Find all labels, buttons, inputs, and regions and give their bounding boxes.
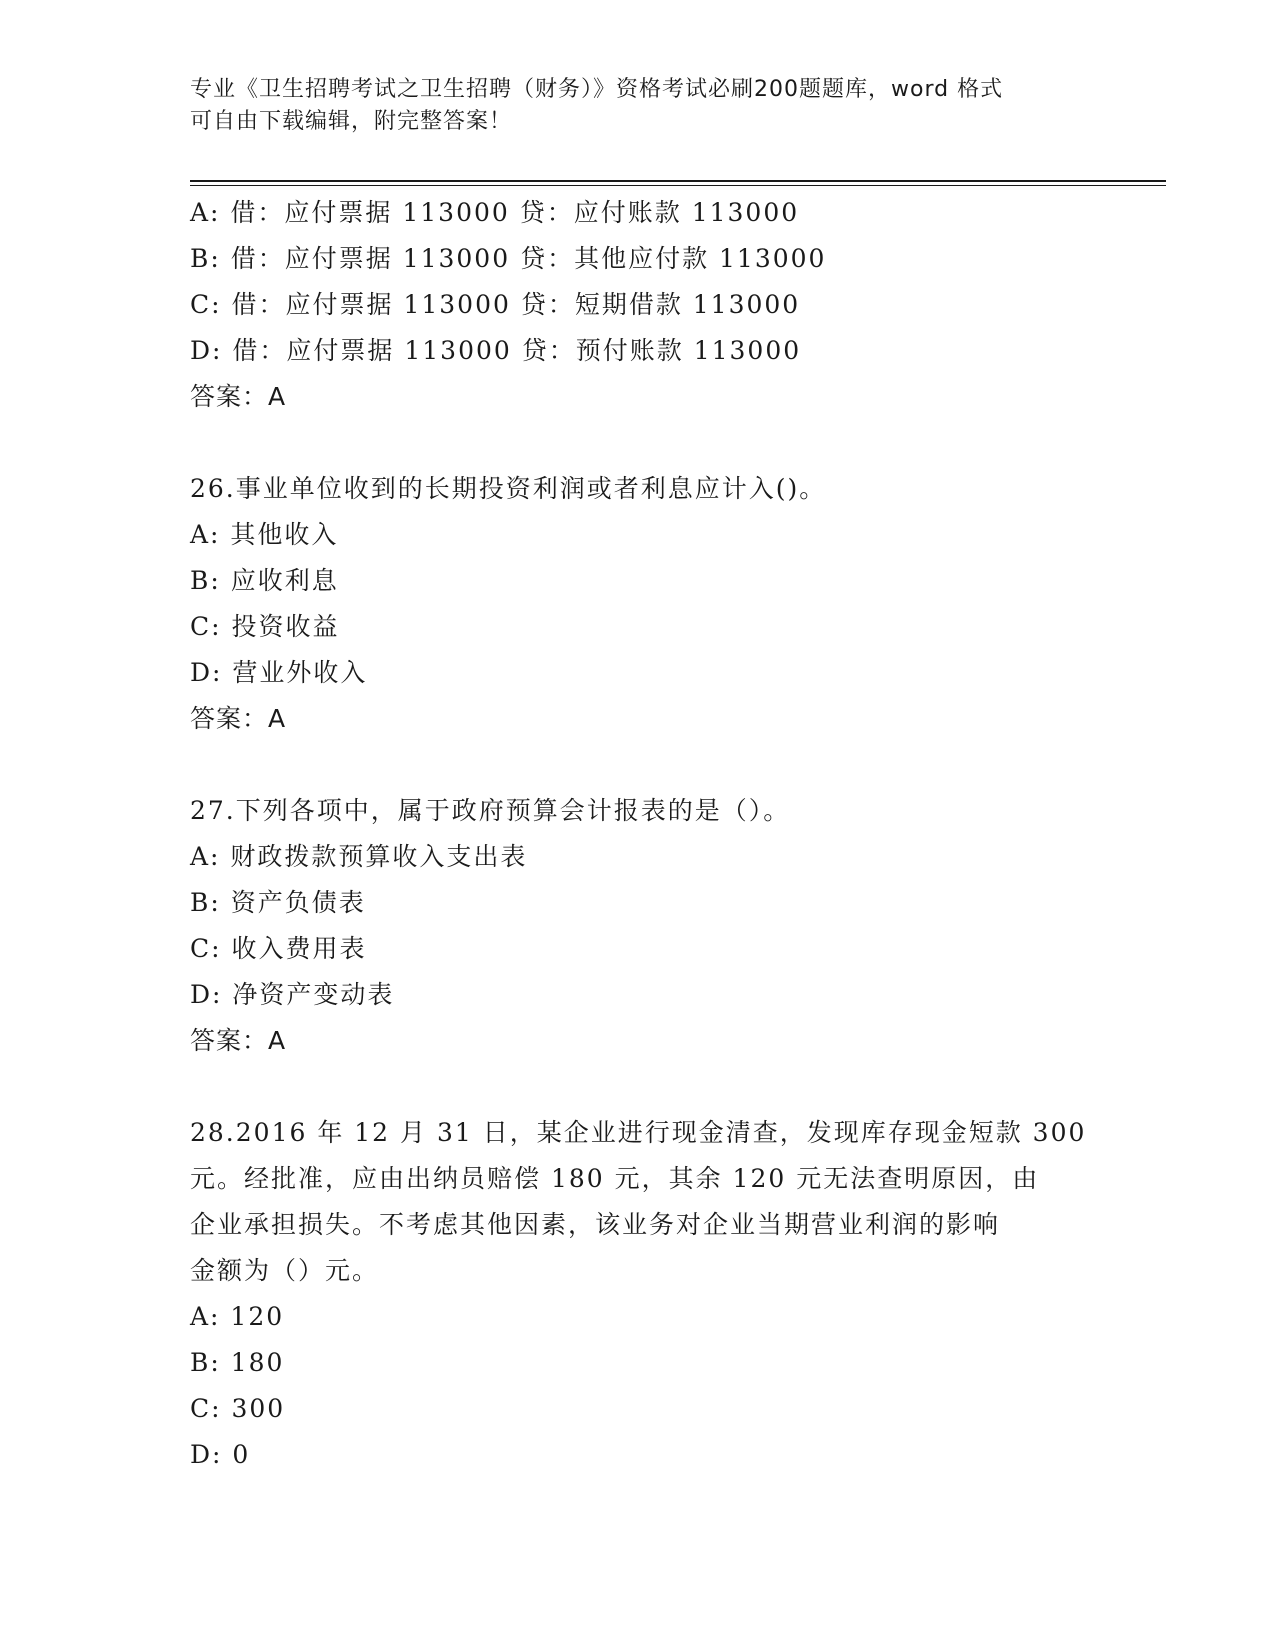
answer: 答案：A xyxy=(190,1026,287,1055)
option-c: C: 借：应付票据 113000 贷：短期借款 113000 xyxy=(190,290,801,319)
question-28 xyxy=(190,1110,1090,1478)
question-stem: 27.下列各项中，属于政府预算会计报表的是（）。 xyxy=(190,796,791,825)
question-stem: 26.事业单位收到的长期投资利润或者利息应计入()。 xyxy=(190,474,827,503)
option-c: C: 300 xyxy=(190,1394,286,1423)
header-title-line-2: 可自由下载编辑，附完整答案！ xyxy=(190,109,513,134)
spacer xyxy=(190,742,1090,788)
option-a: A: 其他收入 xyxy=(190,520,339,549)
question-26 xyxy=(190,466,1090,742)
option-d: D: 借：应付票据 113000 贷：预付账款 113000 xyxy=(190,336,802,365)
option-c: C: 收入费用表 xyxy=(190,934,367,963)
option-c: C: 投资收益 xyxy=(190,612,340,641)
header-divider-thin xyxy=(190,185,1166,186)
option-b: B: 资产负债表 xyxy=(190,888,366,917)
answer: 答案：A xyxy=(190,704,287,733)
option-a: A: 财政拨款预算收入支出表 xyxy=(190,842,528,871)
question-stem-line-1: 28.2016 年 12 月 31 日，某企业进行现金清查，发现库存现金短款 300 xyxy=(190,1118,1087,1147)
question-list xyxy=(190,190,1090,1478)
question-27 xyxy=(190,788,1090,1064)
option-b: B: 应收利息 xyxy=(190,566,339,595)
option-a: A: 120 xyxy=(190,1302,285,1331)
header-divider-thick xyxy=(190,180,1166,182)
question-stem-line-2: 元。经批准，应由出纳员赔偿 180 元，其余 120 元无法查明原因，由 xyxy=(190,1164,1040,1193)
question-stem-line-4: 金额为（）元。 xyxy=(190,1256,380,1285)
answer: 答案：A xyxy=(190,382,287,411)
spacer xyxy=(190,1064,1090,1110)
option-b: B: 借：应付票据 113000 贷：其他应付款 113000 xyxy=(190,244,827,273)
spacer xyxy=(190,420,1090,466)
document-header xyxy=(190,74,1090,138)
option-d: D: 0 xyxy=(190,1440,251,1469)
option-b: B: 180 xyxy=(190,1348,285,1377)
header-title-line-1: 专业《卫生招聘考试之卫生招聘（财务）》资格考试必刷200题题库，word 格式 xyxy=(190,77,1004,102)
option-a: A: 借：应付票据 113000 贷：应付账款 113000 xyxy=(190,198,800,227)
option-d: D: 净资产变动表 xyxy=(190,980,395,1009)
question-stem-line-3: 企业承担损失。不考虑其他因素，该业务对企业当期营业利润的影响 xyxy=(190,1210,1001,1239)
option-d: D: 营业外收入 xyxy=(190,658,368,687)
question-prev xyxy=(190,190,1090,420)
